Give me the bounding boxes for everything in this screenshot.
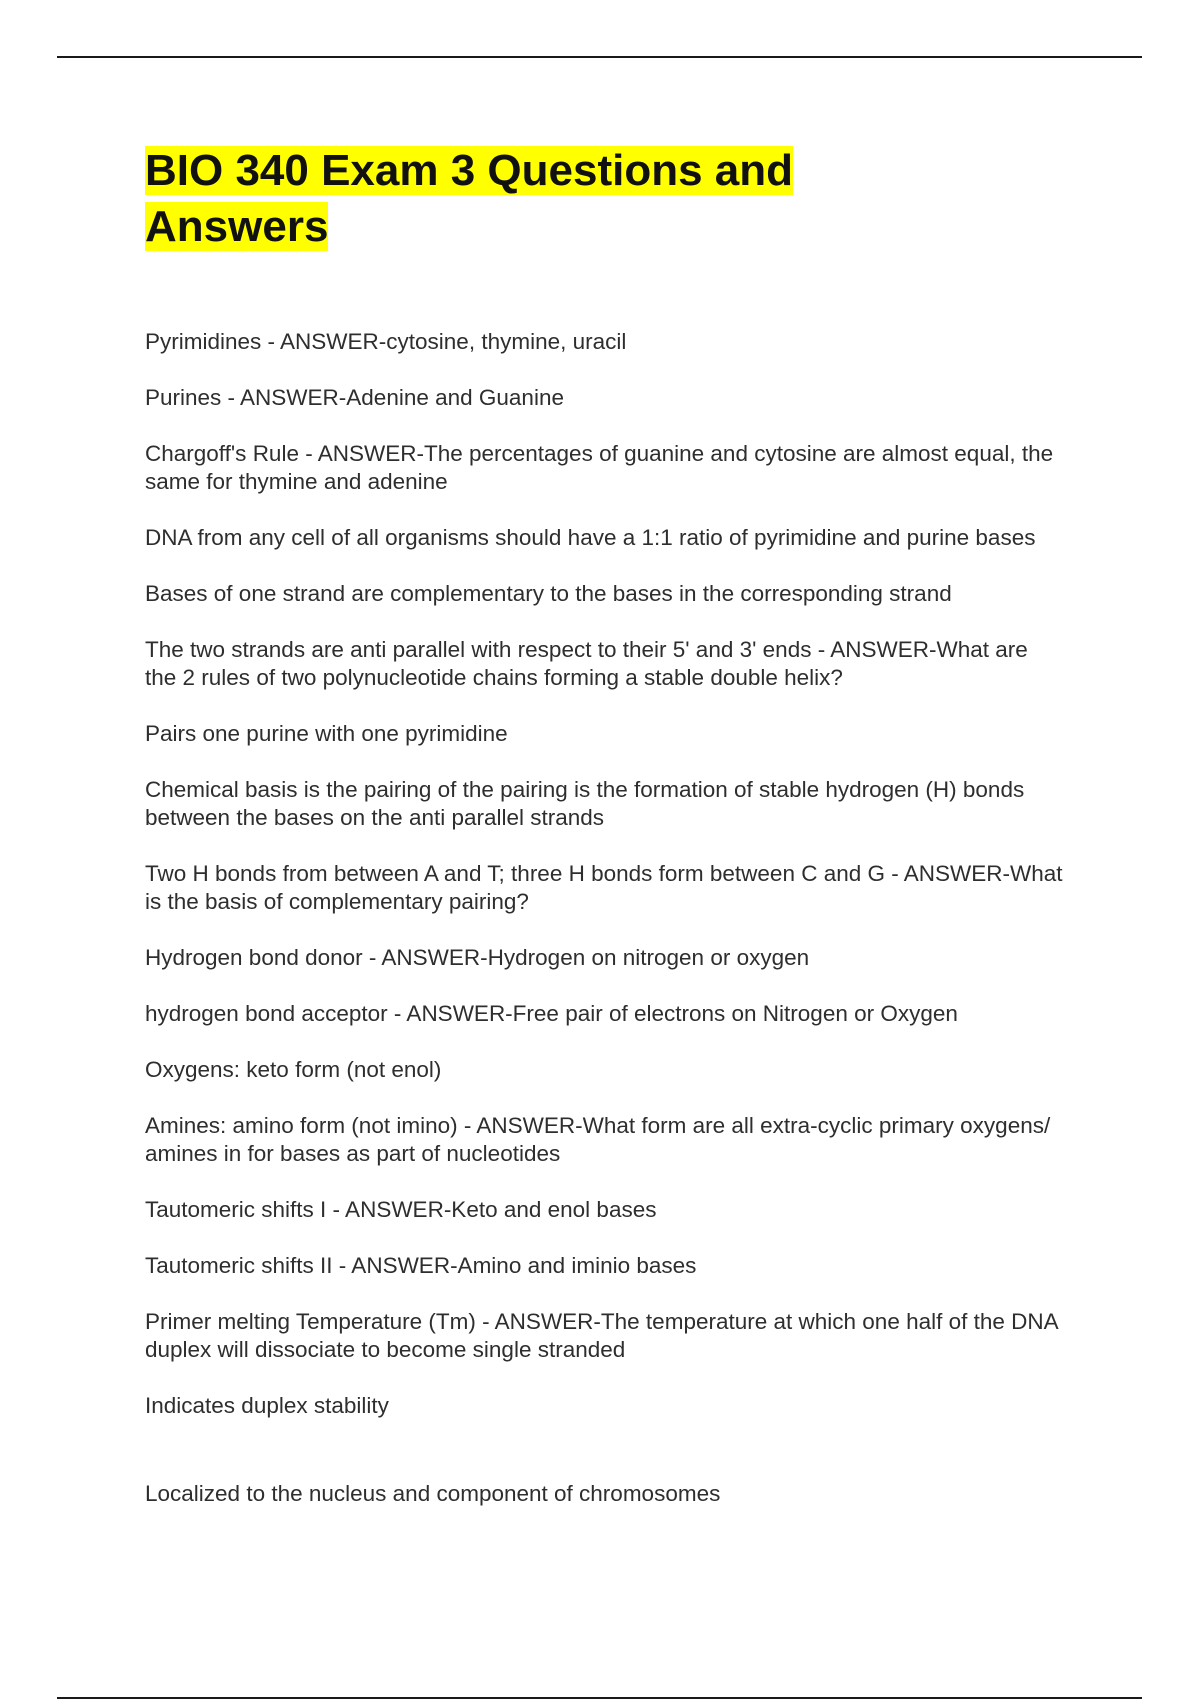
qa-item: Oxygens: keto form (not enol) (145, 1057, 442, 1082)
qa-item: Tautomeric shifts I - ANSWER-Keto and enol bases (145, 1197, 657, 1222)
qa-item: The two strands are anti parallel with respect to their 5' and 3' ends - ANSWER-What are the 2 rules of two polynucleotide chains forming a stable double helix? (145, 637, 1028, 690)
qa-item: Tautomeric shifts II - ANSWER-Amino and iminio bases (145, 1253, 697, 1278)
qa-item: Pairs one purine with one pyrimidine (145, 721, 508, 746)
qa-item: Amines: amino form (not imino) - ANSWER-What form are all extra-cyclic primary oxygens/ amines in for bases as part of nucleotides (145, 1113, 1051, 1166)
qa-item: Chargoff's Rule - ANSWER-The percentages of guanine and cytosine are almost equal, the same for thymine and adenine (145, 441, 1054, 494)
qa-item: Bases of one strand are complementary to the bases in the corresponding strand (145, 581, 952, 606)
header-rule (57, 56, 1142, 58)
footer-rule (57, 1697, 1142, 1699)
qa-item: Indicates duplex stability (145, 1393, 389, 1418)
qa-item: Localized to the nucleus and component of chromosomes (145, 1481, 721, 1506)
qa-item: Chemical basis is the pairing of the pairing is the formation of stable hydrogen (H) bonds between the bases on the anti parallel strands (145, 777, 1025, 830)
document-title (145, 143, 865, 255)
qa-item: Pyrimidines - ANSWER-cytosine, thymine, uracil (145, 329, 627, 354)
qa-item: DNA from any cell of all organisms should have a 1:1 ratio of pyrimidine and purine bases (145, 525, 1036, 550)
qa-item: hydrogen bond acceptor - ANSWER-Free pair of electrons on Nitrogen or Oxygen (145, 1001, 958, 1026)
qa-item: Primer melting Temperature (Tm) - ANSWER-The temperature at which one half of the DNA duplex will dissociate to become single stranded (145, 1309, 1058, 1362)
qa-item: Purines - ANSWER-Adenine and Guanine (145, 385, 564, 410)
qa-list (145, 328, 1065, 1536)
qa-item: Two H bonds from between A and T; three H bonds form between C and G - ANSWER-What is the basis of complementary pairing? (145, 861, 1063, 914)
document-title-text: BIO 340 Exam 3 Questions and Answers (145, 146, 794, 251)
qa-item: Hydrogen bond donor - ANSWER-Hydrogen on nitrogen or oxygen (145, 945, 810, 970)
